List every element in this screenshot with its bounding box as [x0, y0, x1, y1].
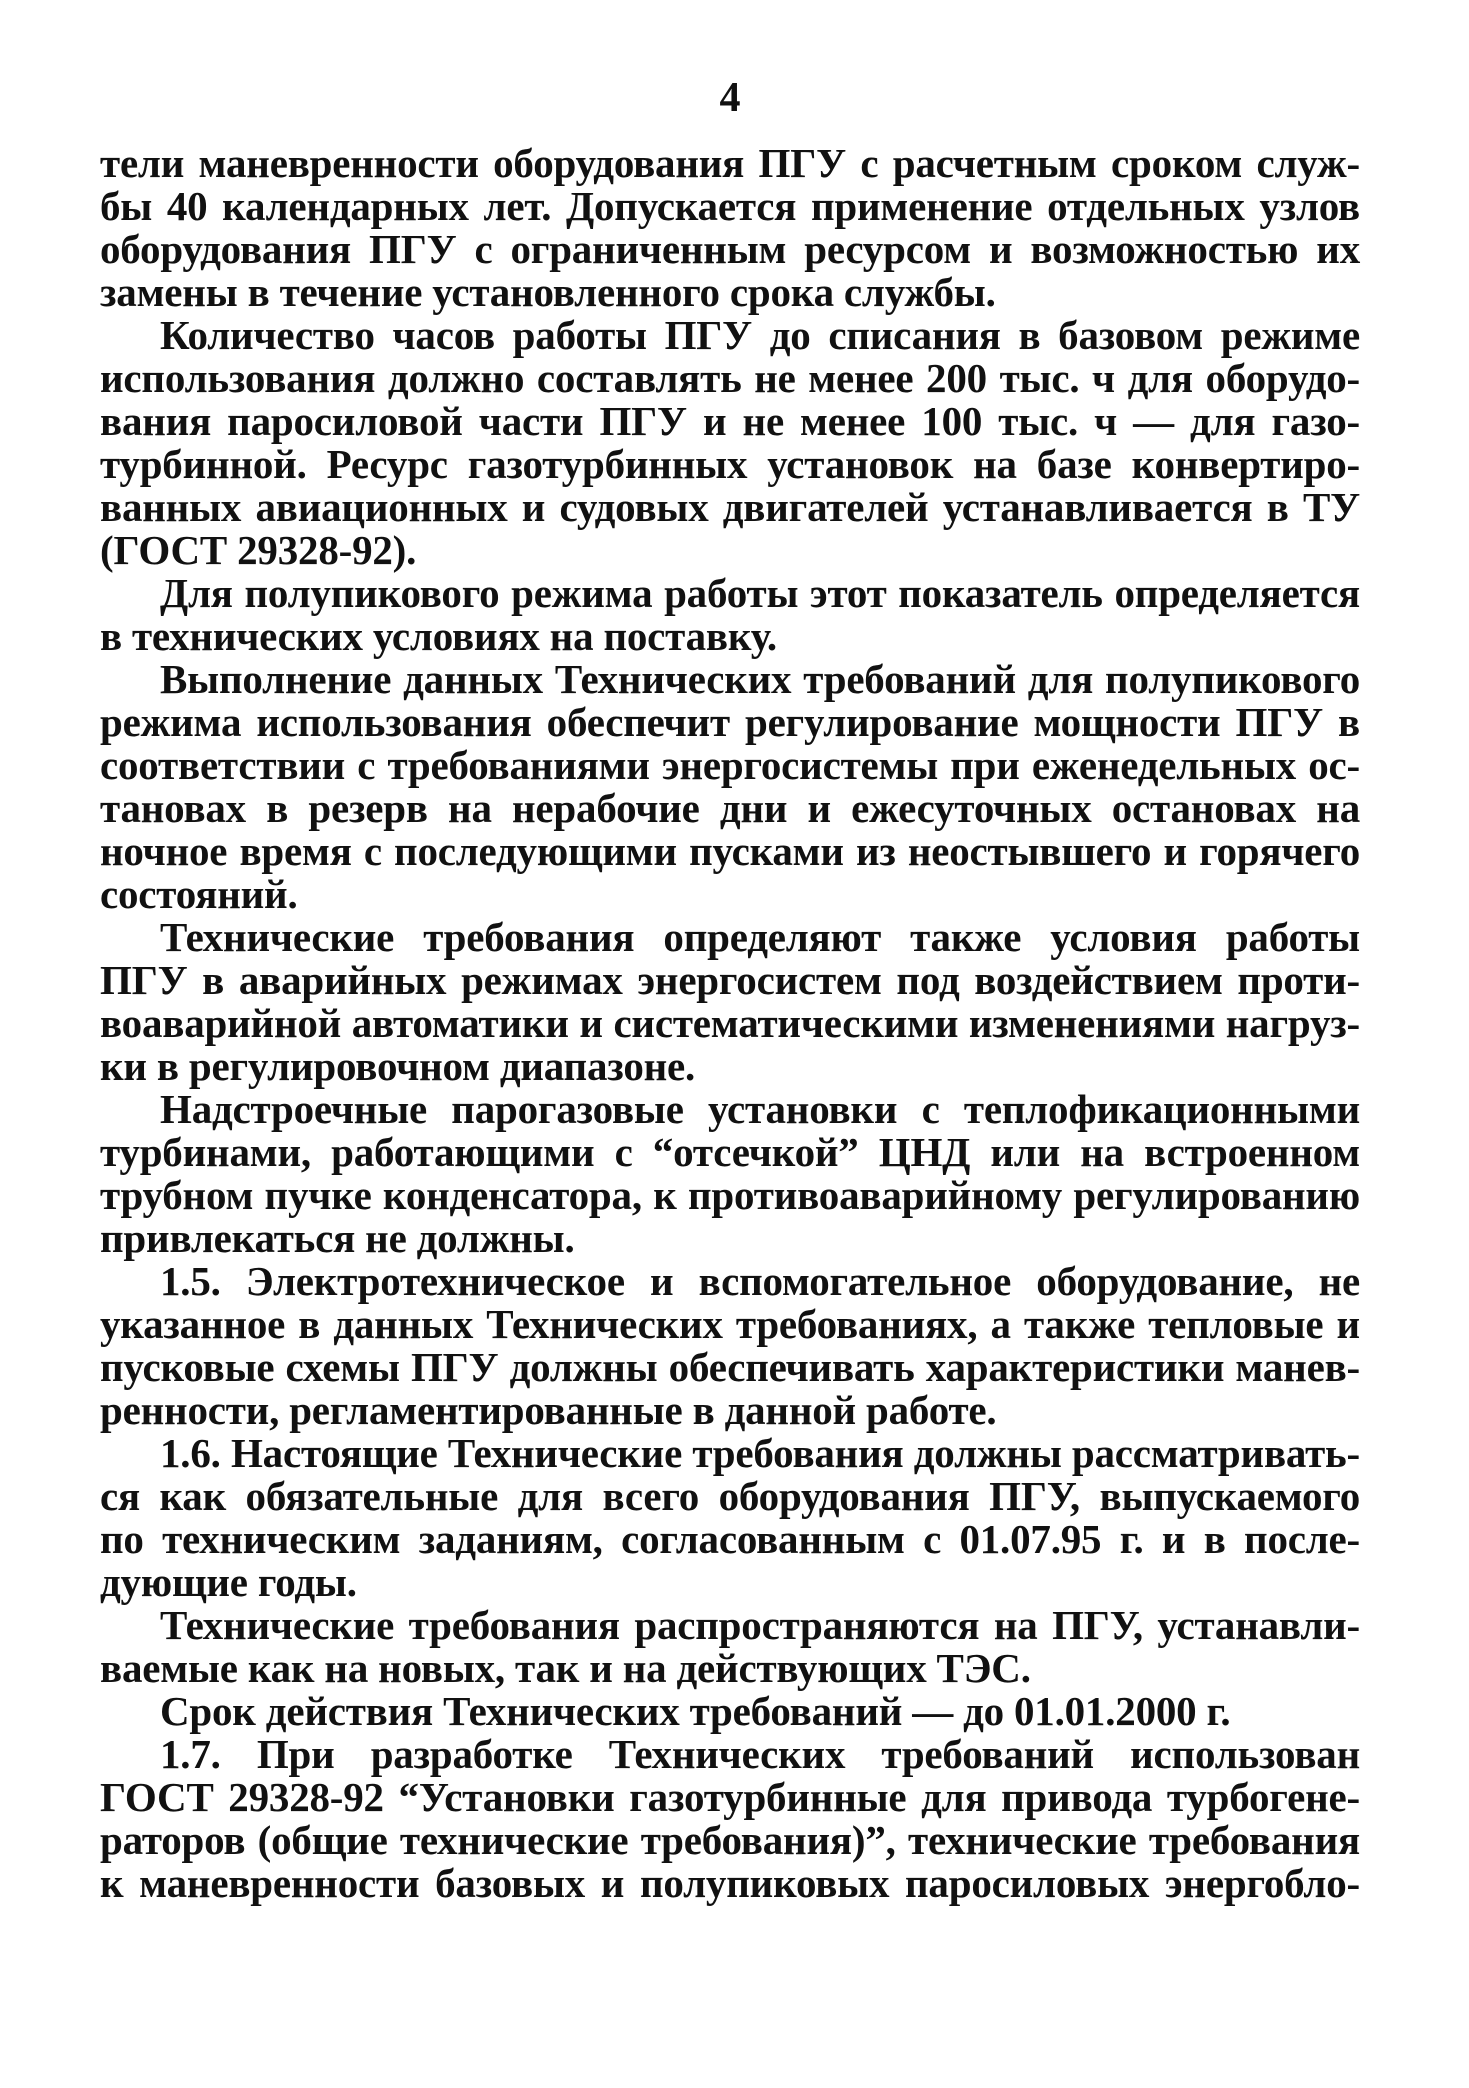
text-line: в технических условиях на поставку. [100, 613, 777, 659]
text-line: ся как обязательные для всего оборудования ПГУ, выпускаемого [100, 1473, 1360, 1519]
paragraph [100, 1260, 1360, 1432]
text-line: бы 40 календарных лет. Допускается применение отдельных узлов [100, 183, 1360, 229]
text-line: Технические требования распространяются на ПГУ, устанавли- [160, 1602, 1360, 1648]
text-line: пусковые схемы ПГУ должны обеспечивать характеристики манев- [100, 1344, 1360, 1390]
text-line: ночное время с последующими пусками из неостывшего и горячего [100, 828, 1360, 874]
body-text [100, 142, 1360, 1905]
text-line: ПГУ в аварийных режимах энергосистем под воздействием проти- [100, 957, 1360, 1003]
text-line: оборудования ПГУ с ограниченным ресурсом и возможностью их [100, 226, 1360, 272]
text-line: Для полупикового режима работы этот показатель определяется [160, 570, 1360, 616]
text-line: использования должно составлять не менее 200 тыс. ч для оборудо- [100, 355, 1360, 401]
text-line: турбинами, работающими с “отсечкой” ЦНД или на встроенном [100, 1129, 1360, 1175]
text-line: по техническим заданиям, согласованным с 01.07.95 г. и в после- [100, 1516, 1360, 1562]
text-line: тановах в резерв на нерабочие дни и ежесуточных остановах на [100, 785, 1360, 831]
paragraph [100, 1733, 1360, 1905]
text-line: Срок действия Технических требований — до 01.01.2000 г. [160, 1688, 1231, 1734]
text-line: Выполнение данных Технических требований для полупикового [160, 656, 1360, 702]
text-line: (ГОСТ 29328-92). [100, 527, 417, 573]
text-line: ванных авиационных и судовых двигателей устанавливается в ТУ [100, 484, 1360, 530]
paragraph [100, 658, 1360, 916]
text-line: соответствии с требованиями энергосистемы при еженедельных ос- [100, 742, 1360, 788]
text-line: дующие годы. [100, 1559, 357, 1605]
text-line: указанное в данных Технических требованиях, а также тепловые и [100, 1301, 1360, 1347]
text-line: привлекаться не должны. [100, 1215, 575, 1261]
text-line: режима использования обеспечит регулирование мощности ПГУ в [100, 699, 1360, 745]
text-line: Количество часов работы ПГУ до списания в базовом режиме [160, 312, 1360, 358]
text-line: вания паросиловой части ПГУ и не менее 100 тыс. ч — для газо- [100, 398, 1360, 444]
text-line: 1.6. Настоящие Технические требования должны рассматривать- [160, 1430, 1360, 1476]
text-line: к маневренности базовых и полупиковых паросиловых энергобло- [100, 1860, 1360, 1906]
text-line: Технические требования определяют также условия работы [160, 914, 1360, 960]
text-line: 1.5. Электротехническое и вспомогательное оборудование, не [160, 1258, 1360, 1304]
paragraph [100, 1604, 1360, 1690]
paragraph [100, 142, 1360, 314]
text-line: тели маневренности оборудования ПГУ с расчетным сроком служ- [100, 140, 1360, 186]
paragraph [100, 1690, 1360, 1733]
text-line: ки в регулировочном диапазоне. [100, 1043, 696, 1089]
text-line: ваемые как на новых, так и на действующих ТЭС. [100, 1645, 1031, 1691]
text-line: состояний. [100, 871, 298, 917]
document-page [100, 70, 1360, 2050]
text-line: воаварийной автоматики и систематическими изменениями нагруз- [100, 1000, 1360, 1046]
text-line: Надстроечные парогазовые установки с теплофикационными [160, 1086, 1360, 1132]
paragraph [100, 572, 1360, 658]
page-number: 4 [719, 75, 741, 121]
text-line: ГОСТ 29328-92 “Установки газотурбинные для привода турбогене- [100, 1774, 1360, 1820]
text-line: трубном пучке конденсатора, к противоаварийному регулированию [100, 1172, 1360, 1218]
text-line: замены в течение установленного срока службы. [100, 269, 996, 315]
text-line: 1.7. При разработке Технических требований использован [160, 1731, 1360, 1777]
text-line: турбинной. Ресурс газотурбинных установок на базе конвертиро- [100, 441, 1360, 487]
paragraph [100, 916, 1360, 1088]
text-line: раторов (общие технические требования)”, технические требования [100, 1817, 1360, 1863]
text-line: ренности, регламентированные в данной работе. [100, 1387, 997, 1433]
paragraph [100, 1432, 1360, 1604]
paragraph [100, 1088, 1360, 1260]
paragraph [100, 314, 1360, 572]
